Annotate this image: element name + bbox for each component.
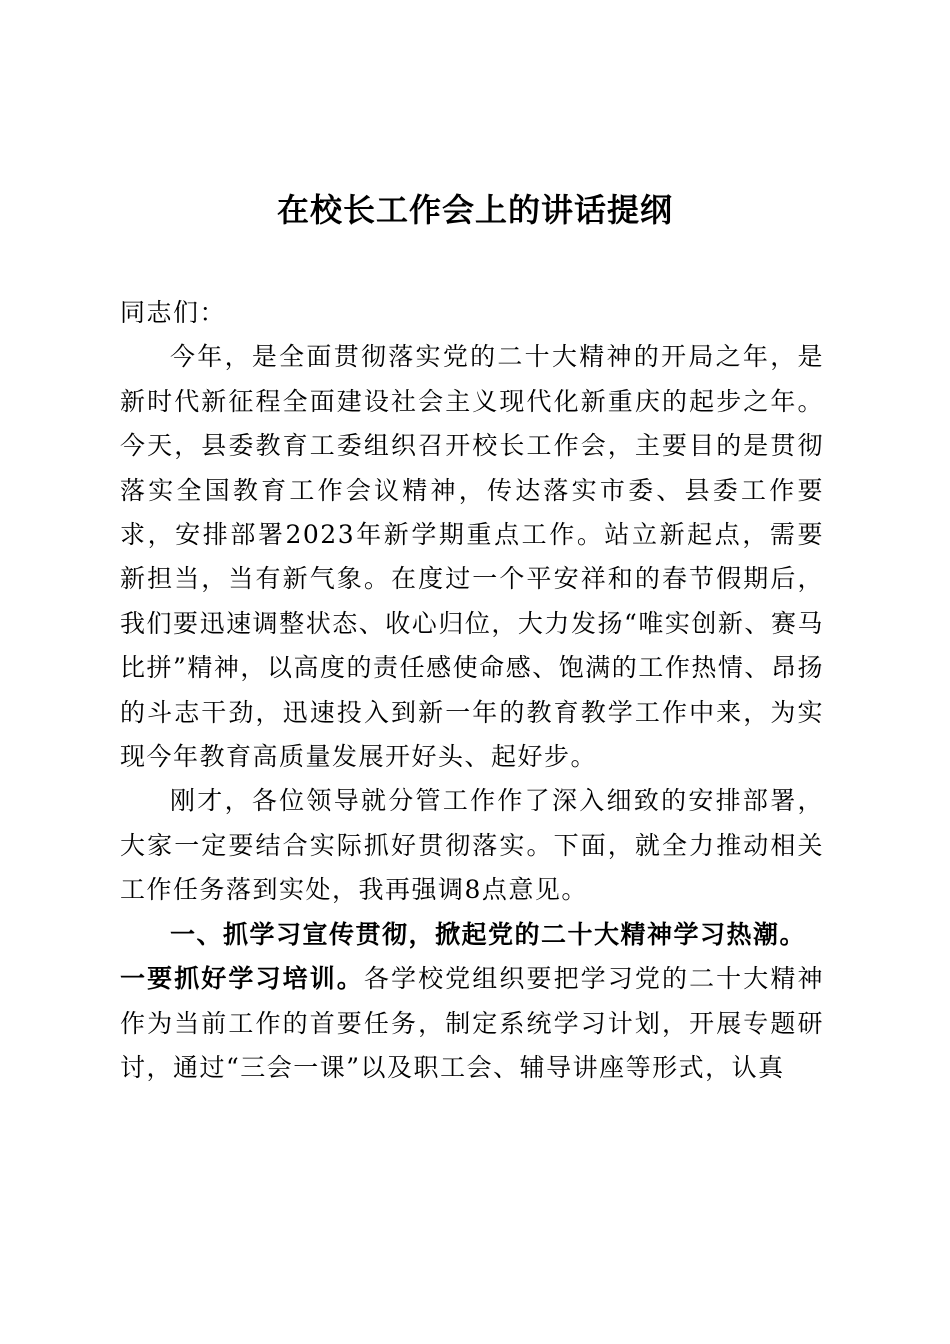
subpoint-text: 各学校党组织要把学习党的二十大精神作为当前工作的首要任务，制定系统学习计划，开展专题研讨，通过“三会一课”以及职工会、辅导讲座等形式，认真 xyxy=(120,964,824,1082)
subpoint-label: 一要抓好学习培训。 xyxy=(120,964,364,994)
salutation: 同志们： xyxy=(120,298,227,327)
paragraph-transition: 刚才，各位领导就分管工作作了深入细致的安排部署，大家一定要结合实际抓好贯彻落实。下面，就全力推动相关工作任务落到实处，我再强调8点意见。 xyxy=(120,786,824,905)
paragraph-intro: 今年，是全面贯彻落实党的二十大精神的开局之年，是新时代新征程全面建设社会主义现代化新重庆的起步之年。今天，县委教育工委组织召开校长工作会，主要目的是贯彻落实全国教育工作会议精神，传达落实市委、县委工作要求，安排部署2023年新学期重点工作。站立新起点，需要新担当，当有新气象。在度过一个平安祥和的春节假期后，我们要迅速调整状态、收心归位，大力发扬“唯实创新、赛马比拼”精神，以高度的责任感使命感、饱满的工作热情、昂扬的斗志干劲，迅速投入到新一年的教育教学工作中来，为实现今年教育高质量发展开好头、起好步。 xyxy=(120,342,824,772)
document-body xyxy=(120,291,824,1090)
paragraph-subpoint-1 xyxy=(120,957,824,1090)
section-heading-1: 一、抓学习宣传贯彻，掀起党的二十大精神学习热潮。 xyxy=(170,919,807,949)
document-title: 在校长工作会上的讲话提纲 xyxy=(276,191,673,229)
